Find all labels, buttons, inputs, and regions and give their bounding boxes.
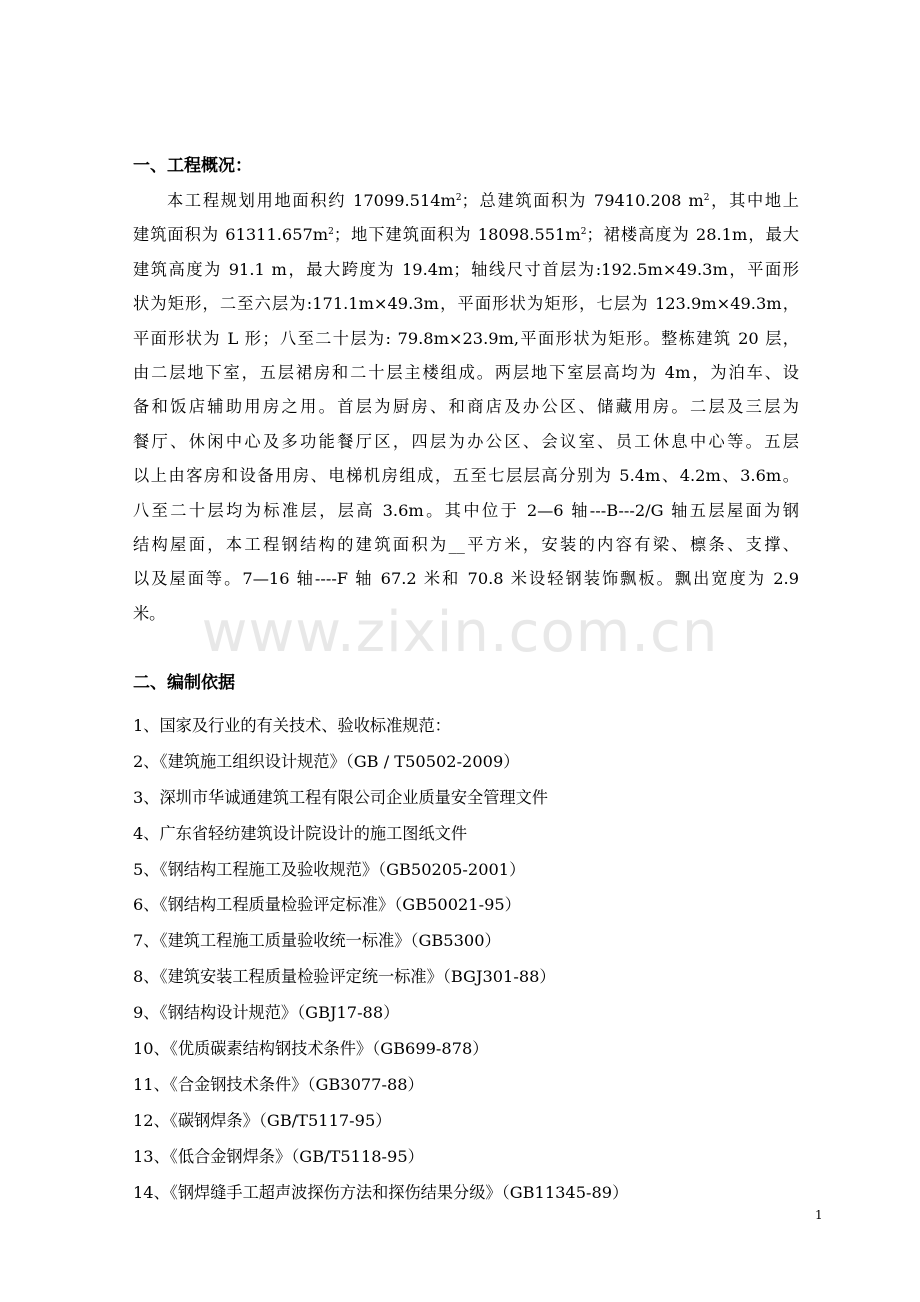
section-heading-overview: 一、工程概况： <box>133 156 252 176</box>
paragraph-line: 建筑高度为 91.1 m，最大跨度为 19.4m；轴线尺寸首层为:192.5m×49.3m，平面形 <box>133 259 799 279</box>
list-item: 6、《钢结构工程质量检验评定标准》（GB50021-95） <box>133 895 521 915</box>
section-heading-basis: 二、编制依据 <box>133 673 235 693</box>
list-item: 5、《钢结构工程施工及验收规范》（GB50205-2001） <box>133 859 526 879</box>
list-item: 4、广东省轻纺建筑设计院设计的施工图纸文件 <box>133 823 468 843</box>
basis-list <box>133 708 799 1210</box>
paragraph-line: 米。 <box>133 603 166 623</box>
paragraph-line: 建筑面积为 $61311.657m^2$；地下建筑面积为 $18098.551m^2$；裙楼高度为 28.1m，最大 <box>133 225 799 245</box>
overview-paragraph <box>133 184 799 631</box>
paragraph-line: 状为矩形，二至六层为:171.1m×49.3m，平面形状为矩形，七层为 123.9m×49.3m， <box>133 294 799 314</box>
paragraph-line: 本工程规划用地面积约 $17099.514m^2$；总建筑面积为 79410.208 $m^2$，其中地上 <box>167 191 799 210</box>
list-item: 9、《钢结构设计规范》（GBJ17-88） <box>133 1003 400 1023</box>
paragraph-line: 由二层地下室，五层裙房和二十层主楼组成。两层地下室层高均为 4m，为泊车、设 <box>133 362 799 382</box>
list-item: 7、《建筑工程施工质量验收统一标准》（GB5300） <box>133 931 501 951</box>
list-item: 14、《钢焊缝手工超声波探伤方法和探伤结果分级》（GB11345-89） <box>133 1182 629 1202</box>
list-item: 10、《优质碳素结构钢技术条件》（GB699-878） <box>133 1039 489 1059</box>
list-item: 1、国家及行业的有关技术、验收标准规范： <box>133 716 451 735</box>
paragraph-line: 八至二十层均为标准层，层高 3.6m。其中位于 2—6 轴---B---2/G 轴五层屋面为钢 <box>133 500 799 520</box>
list-item: 2、《建筑施工组织设计规范》（GB / T50502-2009） <box>133 751 520 771</box>
paragraph-line: 以上由客房和设备用房、电梯机房组成，五至七层层高分别为 5.4m、4.2m、3.6m。 <box>133 466 799 486</box>
paragraph-line: 备和饭店辅助用房之用。首层为厨房、和商店及办公区、储藏用房。二层及三层为 <box>133 397 799 417</box>
list-item: 3、深圳市华诚通建筑工程有限公司企业质量安全管理文件 <box>133 787 548 807</box>
paragraph-line: 以及屋面等。7—16 轴----F 轴 67.2 米和 70.8 米设轻钢装饰飘板。飘出宽度为 2.9 <box>133 569 799 589</box>
paragraph-line: 平面形状为 L 形；八至二十层为: 79.8m×23.9m,平面形状为矩形。整栋建筑 20 层， <box>133 328 799 348</box>
page-number: 1 <box>815 1208 823 1222</box>
list-item: 8、《建筑安装工程质量检验评定统一标准》（BGJ301-88） <box>133 967 556 987</box>
list-item: 11、《合金钢技术条件》（GB3077-88） <box>133 1074 424 1094</box>
list-item: 13、《低合金钢焊条》（GB/T5118-95） <box>133 1146 424 1166</box>
list-item: 12、《碳钢焊条》（GB/T5117-95） <box>133 1110 392 1130</box>
paragraph-line: 餐厅、休闲中心及多功能餐厅区，四层为办公区、会议室、员工休息中心等。五层 <box>133 431 799 451</box>
watermark: www.zixin.com.cn <box>201 600 719 665</box>
paragraph-line: 结构屋面，本工程钢结构的建筑面积为__平方米，安装的内容有梁、檩条、支撑、 <box>133 534 799 554</box>
